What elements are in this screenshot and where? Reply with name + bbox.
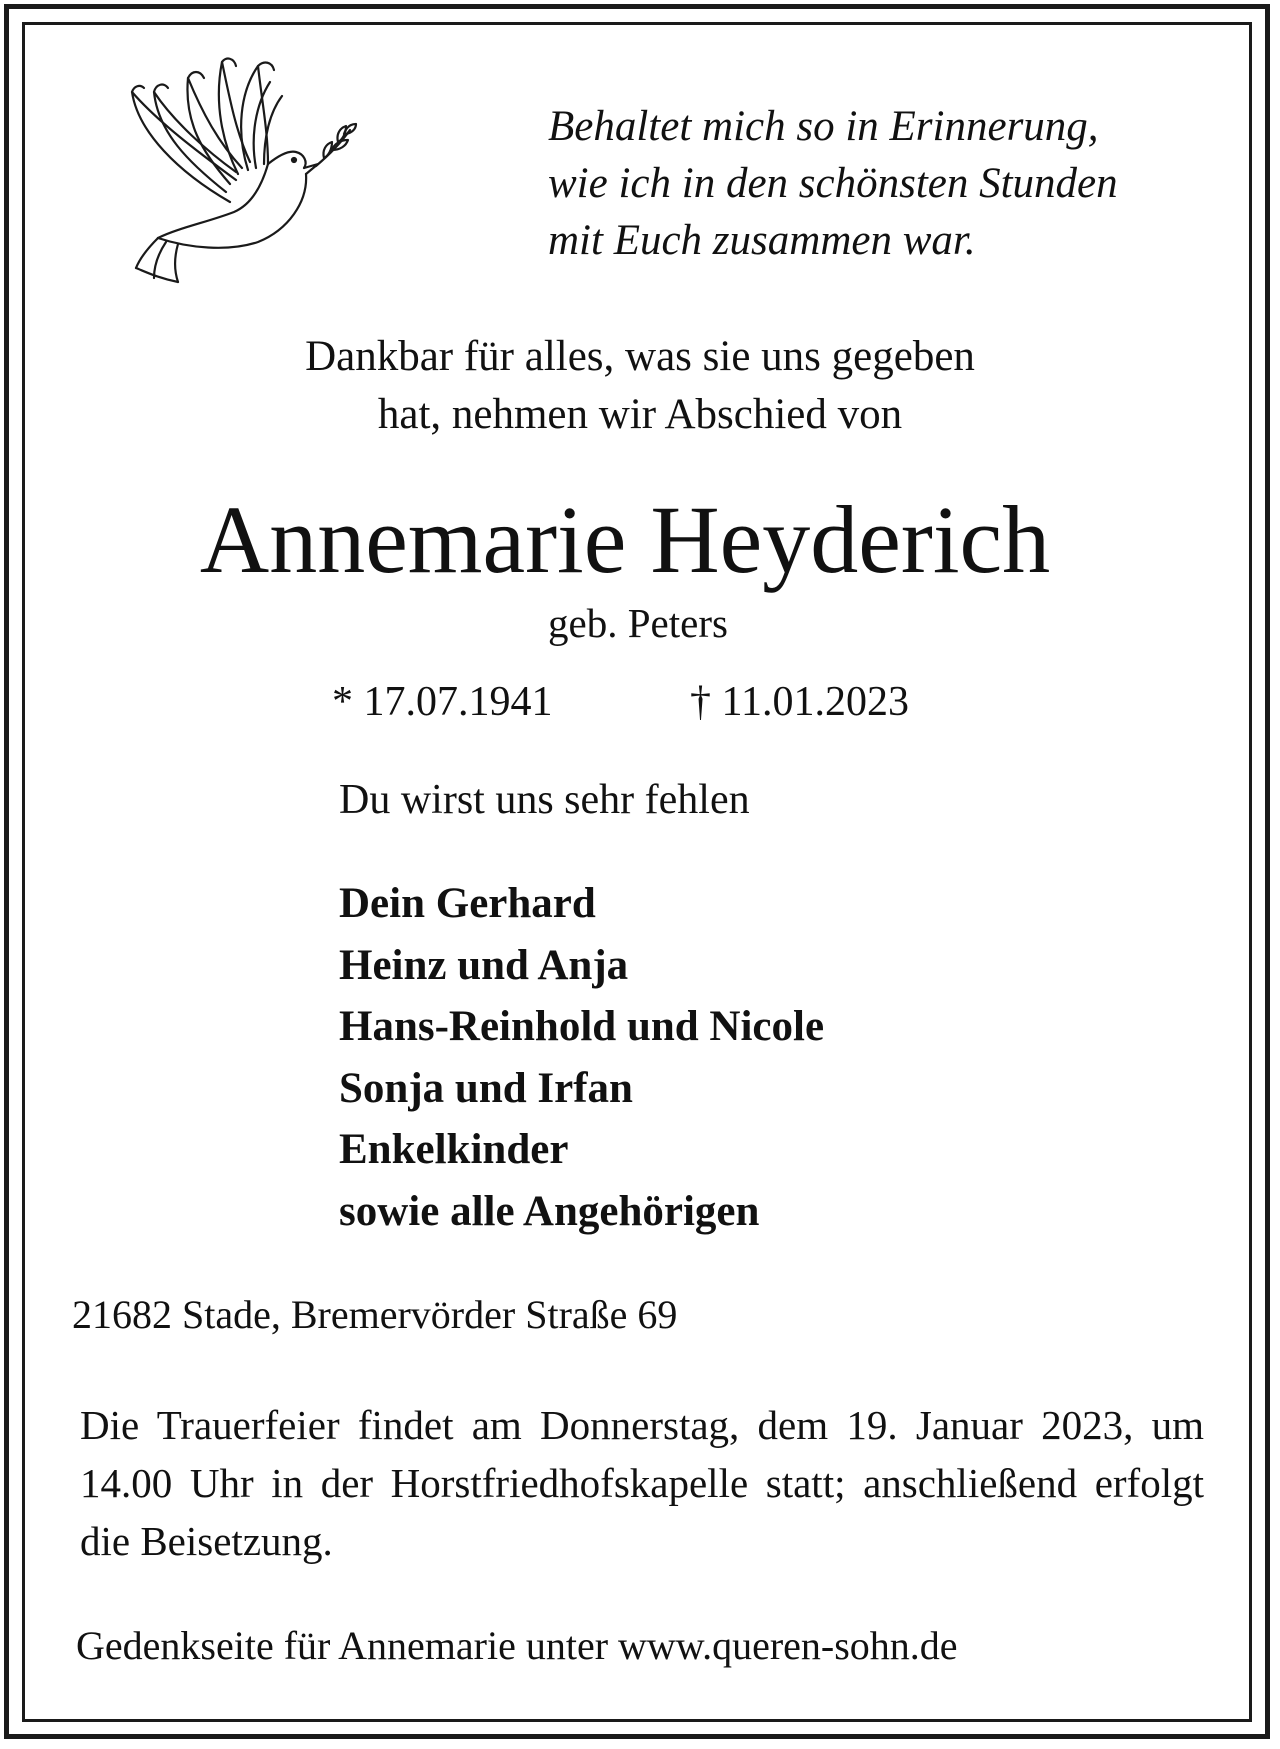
mourner: Heinz und Anja: [339, 941, 629, 989]
intro-line: hat, nehmen wir Abschied von: [377, 391, 903, 438]
mourner: Enkelkinder: [339, 1126, 569, 1173]
address: 21682 Stade, Bremervörder Straße 69: [72, 1292, 678, 1337]
dove-icon: [118, 52, 358, 292]
motto-line: mit Euch zusammen war.: [548, 217, 976, 264]
service-notice: Die Trauerfeier findet am Donnerstag, dem 19. Januar 2023, um 14.00 Uhr in der Horstfriedhofskapelle statt; anschließend erfolgt die Beisetzung.: [80, 1402, 1204, 1564]
mourners-list: [339, 873, 824, 1242]
maiden-name: geb. Peters: [548, 600, 728, 646]
motto-line: wie ich in den schönsten Stunden: [548, 160, 1118, 207]
farewell-line: Du wirst uns sehr fehlen: [339, 777, 750, 823]
motto-line: Behaltet mich so in Erinnerung,: [548, 103, 1099, 150]
intro-text: [0, 328, 1280, 444]
mourner: Hans-Reinhold und Nicole: [339, 1003, 825, 1050]
birth-date: * 17.07.1941: [332, 679, 553, 725]
deceased-name: Annemarie Heyderich: [199, 486, 1051, 593]
death-date: † 11.01.2023: [690, 679, 909, 725]
memorial-page-note: Gedenkseite für Annemarie unter www.queren-sohn.de: [76, 1623, 958, 1668]
mourner: sowie alle Angehörigen: [339, 1187, 760, 1235]
intro-line: Dankbar für alles, was sie uns gegeben: [305, 333, 975, 380]
mourner: Sonja und Irfan: [339, 1064, 633, 1112]
mourner: Dein Gerhard: [339, 880, 596, 927]
motto-quote: [548, 98, 1228, 269]
